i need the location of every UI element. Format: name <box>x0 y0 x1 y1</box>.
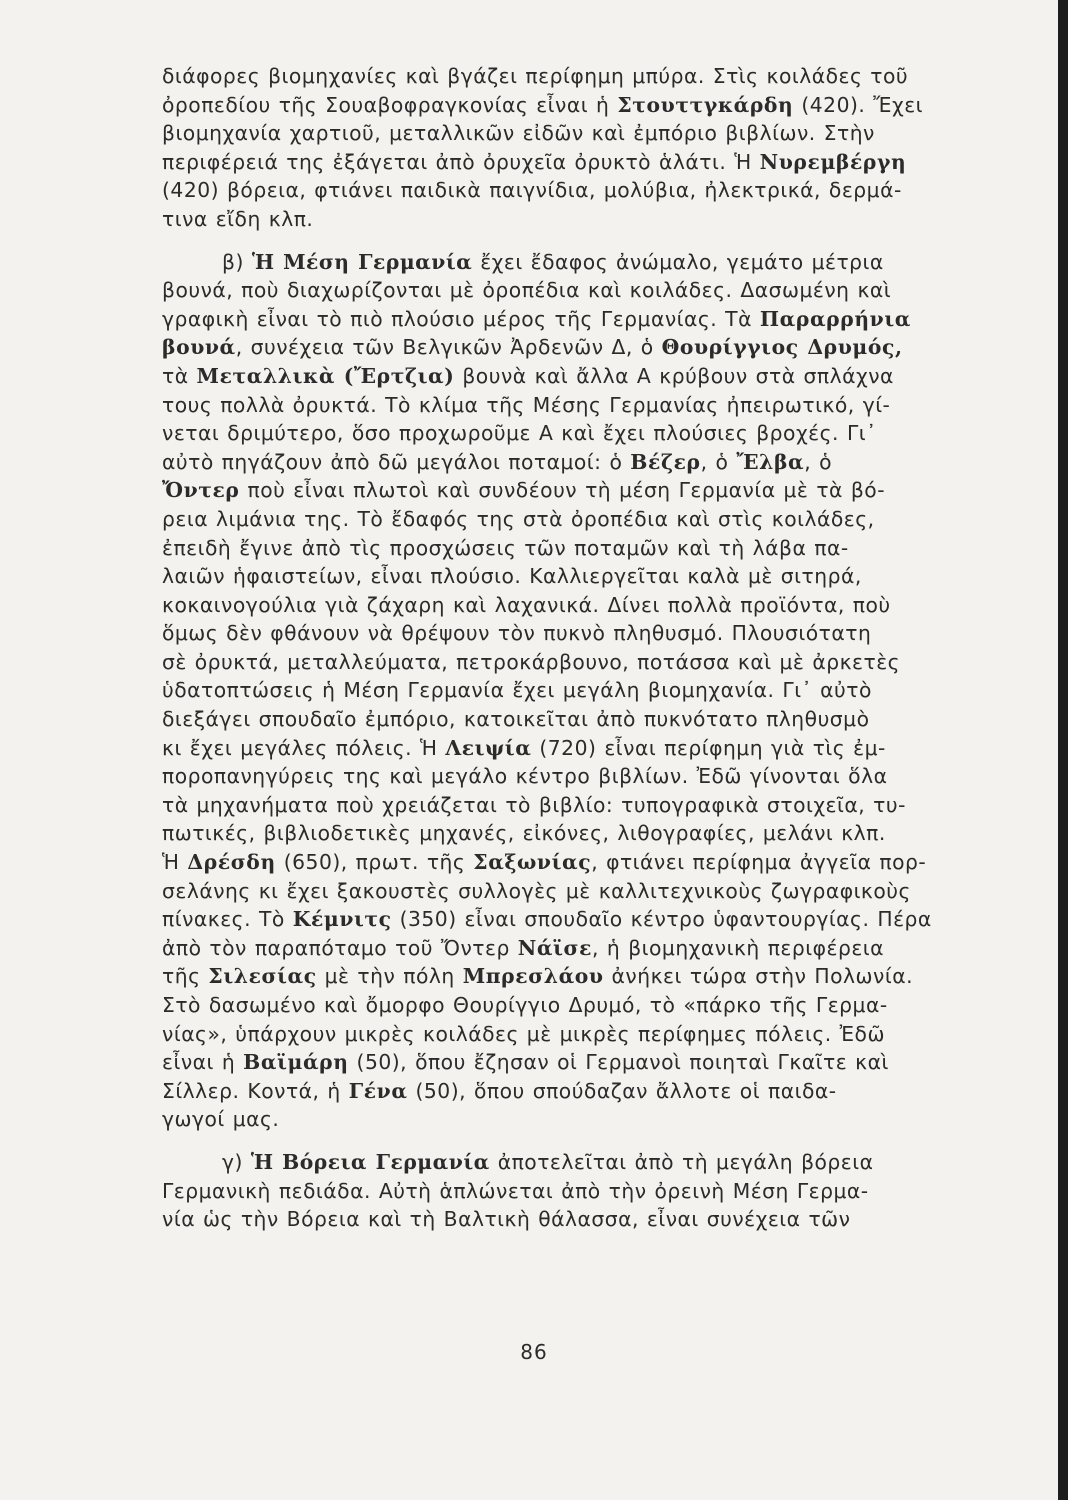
text-line <box>162 276 968 305</box>
text-run: ποροπανηγύρεις της καὶ μεγάλο κέντρο βιβλίων. Ἐδῶ γίνονται ὅλα <box>162 764 888 789</box>
text-run: λαιῶν ἡφαιστείων, εἶναι πλούσιο. Καλλιεργεῖται καλὰ μὲ σιτηρά, <box>162 564 862 589</box>
text-line <box>162 762 968 791</box>
text-run: νία ὡς τὴν Βόρεια καὶ τὴ Βαλτικὴ θάλασσα, εἶναι συνέχεια τῶν <box>162 1207 851 1232</box>
text-line <box>162 848 968 877</box>
text-run: πωτικές, βιβλιοδετικὲς μηχανές, εἰκόνες, λιθογραφίες, μελάνι κλπ. <box>162 821 886 846</box>
text-run: Στὸ δασωμένο καὶ ὄμορφο Θουρίγγιο Δρυμό, τὸ «πάρκο τῆς Γερμα- <box>162 993 888 1017</box>
text-line <box>162 1205 968 1234</box>
text-run: (50), ὅπου σπούδαζαν ἄλλοτε οἱ παιδα- <box>407 1078 837 1103</box>
bold-term: Κέμνιτς <box>292 907 392 932</box>
text-run: , ὁ <box>700 449 737 474</box>
text-run: ἀπὸ τὸν παραπόταμο τοῦ Ὄντερ <box>162 935 518 960</box>
bold-term: Νάϊσε <box>517 935 593 960</box>
text-run: περιφέρειά της ἐξάγεται ἀπὸ ὀρυχεῖα ὀρυκτὸ ἁλάτι. Ἡ <box>162 149 760 174</box>
text-run: γραφικὴ εἶναι τὸ πιὸ πλούσιο μέρος τῆς Γερμανίας. Τὰ <box>162 306 760 331</box>
text-line <box>162 562 968 591</box>
text-line <box>162 962 968 991</box>
text-run: β) <box>222 249 252 274</box>
text-run: ἐπειδὴ ἔγινε ἀπὸ τὶς προσχώσεις τῶν ποταμῶν καὶ τὴ λάβα πα- <box>162 535 849 560</box>
text-run: σελάνης κι ἔχει ξακουστὲς συλλογὲς μὲ καλλιτεχνικοὺς ζωγραφικοὺς <box>162 878 911 903</box>
section-heading: Ἡ Βόρεια Γερμανία <box>250 1149 490 1174</box>
paragraph <box>162 1148 968 1234</box>
text-line <box>162 676 968 705</box>
bold-term: Στουττγκάρδη <box>617 92 794 117</box>
text-line <box>162 391 968 420</box>
text-run: (720) εἶναι περίφημη γιὰ τὶς ἐμ- <box>531 735 886 760</box>
text-line <box>162 1148 968 1177</box>
bold-term: Θουρίγγιος Δρυμός, <box>661 335 903 360</box>
text-run: τους πολλὰ ὀρυκτά. Τὸ κλίμα τῆς Μέσης Γερμανίας ἠπειρωτικό, γί- <box>162 392 891 417</box>
text-line <box>162 205 968 234</box>
bold-term: Λειψία <box>445 735 532 760</box>
text-run: γ) <box>222 1149 251 1174</box>
text-line <box>162 619 968 648</box>
paragraph-gap <box>162 1134 968 1148</box>
text-line <box>162 362 968 391</box>
text-run: τὰ μηχανήματα ποὺ χρειάζεται τὸ βιβλίο: τυπογραφικὰ στοιχεῖα, τυ- <box>162 792 906 817</box>
text-run: τὰ <box>162 363 197 388</box>
bold-term: Δρέσδη <box>187 850 276 875</box>
text-run: διάφορες βιομηχανίες καὶ βγάζει περίφημη μπύρα. Στὶς κοιλάδες τοῦ <box>162 64 909 88</box>
text-line <box>162 991 968 1020</box>
text-run: κι ἔχει μεγάλες πόλεις. Ἡ <box>162 735 446 760</box>
text-run: βουνά, ποὺ διαχωρίζονται μὲ ὀροπέδια καὶ κοιλάδες. Δασωμένη καὶ <box>162 278 892 303</box>
bold-term: Βέζερ <box>630 449 701 474</box>
paragraph <box>162 62 968 234</box>
text-run: , ἡ βιομηχανικὴ περιφέρεια <box>592 935 885 960</box>
text-run: νεται δριμύτερο, ὅσο προχωροῦμε Α καὶ ἔχει πλούσιες βροχές. Γι᾽ <box>162 421 877 446</box>
text-run: ὅμως δὲν φθάνουν νὰ θρέψουν τὸν πυκνὸ πληθυσμό. Πλουσιότατη <box>162 621 872 646</box>
bold-term: Μεταλλικὰ (Ἔρτζια) <box>196 363 455 388</box>
text-run: ἔχει ἔδαφος ἀνώμαλο, γεμάτο μέτρια <box>472 249 884 274</box>
text-run: (350) εἶναι σπουδαῖο κέντρο ὑφαντουργίας. Πέρα <box>391 907 932 932</box>
text-line <box>162 148 968 177</box>
text-line <box>162 419 968 448</box>
text-line <box>162 791 968 820</box>
text-line <box>162 305 968 334</box>
bold-term: Σαξωνίας <box>473 850 592 875</box>
bold-term: Σιλεσίας <box>208 964 317 989</box>
text-run: βιομηχανία χαρτιοῦ, μεταλλικῶν εἰδῶν καὶ ἐμπόριο βιβλίων. Στὴν <box>162 121 875 146</box>
text-run: νίας», ὑπάρχουν μικρὲς κοιλάδες μὲ μικρὲς περίφημες πόλεις. Ἐδῶ <box>162 1021 885 1046</box>
paragraph-gap <box>162 234 968 248</box>
text-run: τῆς <box>162 964 209 989</box>
body-text <box>162 62 968 1234</box>
text-line <box>162 1177 968 1206</box>
text-run: (50), ὅπου ἔζησαν οἱ Γερμανοὶ ποιηταὶ Γκαῖτε καὶ <box>348 1050 889 1075</box>
text-line <box>162 534 968 563</box>
page-edge-shadow <box>1058 0 1068 1500</box>
text-line <box>162 505 968 534</box>
text-run: ὑδατοπτώσεις ἡ Μέση Γερμανία ἔχει μεγάλη βιομηχανία. Γι᾽ αὐτὸ <box>162 678 872 703</box>
text-run: ἀνήκει τώρα στὴν Πολωνία. <box>603 964 914 989</box>
text-line <box>162 734 968 763</box>
page-number: 86 <box>520 1340 548 1364</box>
bold-term: βουνά <box>162 335 236 360</box>
text-run: (650), πρωτ. τῆς <box>275 850 474 875</box>
text-line <box>162 1048 968 1077</box>
bold-term: Ὄντερ <box>162 478 240 503</box>
bold-term: Βαϊμάρη <box>243 1050 349 1075</box>
text-line <box>162 476 968 505</box>
text-run: κοκαινογούλια γιὰ ζάχαρη καὶ λαχανικά. Δίνει πολλὰ προϊόντα, ποὺ <box>162 592 891 617</box>
text-run: Σίλλερ. Κοντά, ἡ <box>162 1078 349 1103</box>
paragraph <box>162 248 968 1134</box>
text-line <box>162 91 968 120</box>
bold-term: Μπρεσλάου <box>462 964 604 989</box>
text-run: αὐτὸ πηγάζουν ἀπὸ δῶ μεγάλοι ποταμοί: ὁ <box>162 449 631 474</box>
text-run: (420) βόρεια, φτιάνει παιδικὰ παιγνίδια, μολύβια, ἠλεκτρικά, δερμά- <box>162 178 902 203</box>
text-line <box>162 1077 968 1106</box>
text-line <box>162 333 968 362</box>
section-heading: Ἡ Μέση Γερμανία <box>251 249 473 274</box>
text-run: εἶναι ἡ <box>162 1050 244 1075</box>
text-run: ποὺ εἶναι πλωτοὶ καὶ συνδέουν τὴ μέση Γερμανία μὲ τὰ βό- <box>239 478 886 503</box>
text-line <box>162 1105 968 1134</box>
bold-term: Ἔλβα <box>736 449 805 474</box>
text-run: ὀροπεδίου τῆς Σουαβοφραγκονίας εἶναι ἡ <box>162 92 618 117</box>
text-line <box>162 248 968 277</box>
text-run: Γερμανικὴ πεδιάδα. Αὐτὴ ἁπλώνεται ἀπὸ τὴν ὀρεινὴ Μέση Γερμα- <box>162 1178 869 1203</box>
text-line <box>162 905 968 934</box>
text-run: Ἡ <box>162 850 188 875</box>
text-line <box>162 877 968 906</box>
text-run: πίνακες. Τὸ <box>162 907 293 932</box>
bold-term: Παραρρήνια <box>759 306 911 331</box>
text-run: γωγοί μας. <box>162 1107 280 1132</box>
bold-term: Νυρεμβέργη <box>759 149 907 174</box>
text-line <box>162 648 968 677</box>
text-run: τινα εἴδη κλπ. <box>162 206 314 231</box>
text-line <box>162 819 968 848</box>
bold-term: Γένα <box>348 1078 408 1103</box>
text-run: , ὁ <box>804 449 833 474</box>
text-run: ρεια λιμάνια της. Τὸ ἔδαφός της στὰ ὀροπέδια καὶ στὶς κοιλάδες, <box>162 506 875 531</box>
text-run: σὲ ὀρυκτά, μεταλλεύματα, πετροκάρβουνο, ποτάσσα καὶ μὲ ἀρκετὲς <box>162 649 901 674</box>
text-run: , φτιάνει περίφημα ἀγγεῖα πορ- <box>591 850 927 875</box>
text-line <box>162 591 968 620</box>
text-line <box>162 62 968 91</box>
text-line <box>162 119 968 148</box>
text-run: ἀποτελεῖται ἀπὸ τὴ μεγάλη βόρεια <box>489 1149 874 1174</box>
text-run: μὲ τὴν πόλη <box>316 964 463 989</box>
text-line <box>162 934 968 963</box>
text-line <box>162 448 968 477</box>
text-run: διεξάγει σπουδαῖο ἐμπόριο, κατοικεῖται ἀπὸ πυκνότατο πληθυσμὸ <box>162 707 870 732</box>
text-line <box>162 705 968 734</box>
text-run: (420). Ἔχει <box>793 92 924 117</box>
text-run: βουνὰ καὶ ἄλλα Α κρύβουν στὰ σπλάχνα <box>454 363 894 388</box>
text-line <box>162 176 968 205</box>
text-run: , συνέχεια τῶν Βελγικῶν Ἀρδενῶν Δ, ὁ <box>235 335 662 360</box>
text-line <box>162 1020 968 1049</box>
